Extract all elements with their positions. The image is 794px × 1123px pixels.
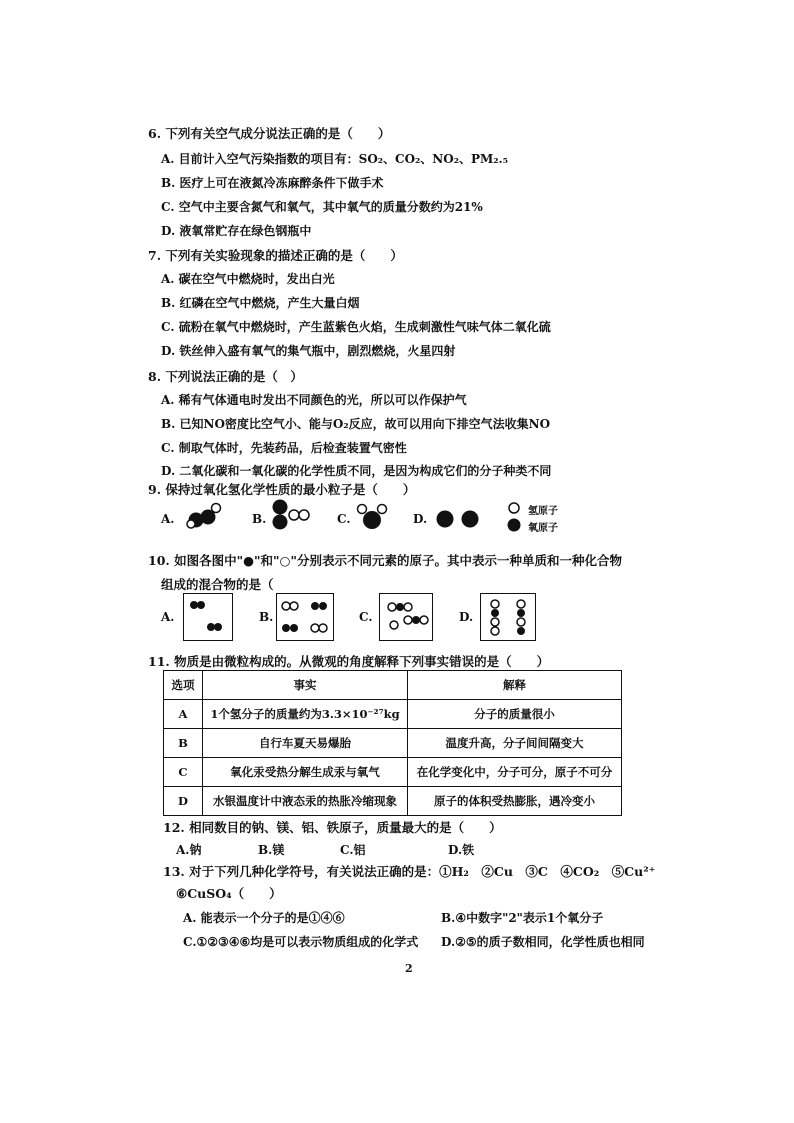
q11-header-option: 选项 <box>164 671 203 700</box>
q11-table <box>163 670 622 816</box>
q11-cell-explanation: 在化学变化中，分子可分，原子不可分 <box>408 758 622 787</box>
q10-box-d <box>480 593 536 641</box>
q8-stem: 8. 下列说法正确的是（ ） <box>148 369 303 384</box>
q8-option-a: A. 稀有气体通电时发出不同颜色的光，所以可以作保护气 <box>161 393 467 407</box>
q11-header-explanation: 解释 <box>408 671 622 700</box>
q13-stem-line2: ⑥CuSO₄（ ） <box>176 886 282 901</box>
q7-option-b: B. 红磷在空气中燃烧，产生大量白烟 <box>161 296 360 310</box>
table-row <box>164 729 622 758</box>
q10-particles-a <box>184 594 232 640</box>
q10-label-a: A. <box>161 610 175 624</box>
q9-molecule-d <box>432 505 480 531</box>
q7-option-c: C. 硫粉在氧气中燃烧时，产生蓝紫色火焰，生成刺激性气味气体二氧化硫 <box>161 320 551 334</box>
q11-cell-explanation: 分子的质量很小 <box>408 700 622 729</box>
q10-box-b <box>276 593 334 641</box>
q10-particles-d <box>481 594 535 640</box>
q9-legend-hydrogen: 氢原子 <box>528 506 558 517</box>
q10-particles-c <box>380 594 432 640</box>
q8-option-b: B. 已知NO密度比空气小、能与O₂反应，故可以用向下排空气法收集NO <box>161 417 551 431</box>
q9-stem: 9. 保持过氧化氢化学性质的最小粒子是（ ） <box>148 482 416 497</box>
q10-label-d: D. <box>459 610 474 624</box>
q9-label-a: A. <box>161 512 175 526</box>
q11-cell-option: C <box>164 758 203 787</box>
q13-option-b: B.④中数字"2"表示1个氧分子 <box>441 911 604 925</box>
table-row <box>164 700 622 729</box>
q10-particles-b <box>277 594 333 640</box>
q12-option-b: B.镁 <box>258 843 285 857</box>
q9-legend-oxygen: 氧原子 <box>528 523 558 534</box>
q7-option-d: D. 铁丝伸入盛有氧气的集气瓶中，剧烈燃烧，火星四射 <box>161 344 456 358</box>
q13-option-c: C.①②③④⑥均是可以表示物质组成的化学式 <box>183 935 419 949</box>
q7-stem: 7. 下列有关实验现象的描述正确的是（ ） <box>148 248 403 263</box>
q12-stem: 12. 相同数目的钠、镁、铝、铁原子，质量最大的是（ ） <box>163 820 502 835</box>
q11-header-fact: 事实 <box>203 671 408 700</box>
q10-box-c <box>379 593 433 641</box>
q11-cell-explanation: 原子的体积受热膨胀，遇冷变小 <box>408 787 622 816</box>
q10-label-c: C. <box>359 610 373 624</box>
q10-box-a <box>183 593 233 641</box>
q11-cell-option: D <box>164 787 203 816</box>
q10-label-b: B. <box>259 610 274 624</box>
q11-cell-option: B <box>164 729 203 758</box>
q12-option-c: C.铝 <box>340 843 366 857</box>
q11-cell-fact: 1个氢分子的质量约为3.3×10⁻²⁷kg <box>203 700 408 729</box>
q11-cell-fact: 水银温度计中液态汞的热胀冷缩现象 <box>203 787 408 816</box>
q11-cell-fact: 氧化汞受热分解生成汞与氧气 <box>203 758 408 787</box>
table-row <box>164 787 622 816</box>
q8-option-c: C. 制取气体时，先装药品，后检查装置气密性 <box>161 441 407 455</box>
q9-molecule-a <box>186 500 226 530</box>
q8-option-d: D. 二氧化碳和一氧化碳的化学性质不同，是因为构成它们的分子种类不同 <box>161 464 552 478</box>
q9-molecule-b <box>268 497 312 533</box>
q9-molecule-c <box>354 500 390 534</box>
q13-option-d: D.②⑤的质子数相同，化学性质也相同 <box>441 935 645 949</box>
q9-label-b: B. <box>252 512 267 526</box>
q12-option-d: D.铁 <box>448 843 475 857</box>
page-number: 2 <box>405 962 413 975</box>
q7-option-a: A. 碳在空气中燃烧时，发出白光 <box>161 272 335 286</box>
q6-stem: 6. 下列有关空气成分说法正确的是（ ） <box>148 126 391 141</box>
q6-option-d: D. 液氧常贮存在绿色钢瓶中 <box>161 224 312 238</box>
q13-option-a: A. 能表示一个分子的是①④⑥ <box>183 911 345 925</box>
q10-stem-line2: 组成的混合物的是（ <box>161 577 274 592</box>
q13-stem-line1: 13. 对于下列几种化学符号，有关说法正确的是：①H₂ ②Cu ③C ④CO₂ ⑤Cu²⁺ <box>163 864 656 879</box>
q11-stem: 11. 物质是由微粒构成的。从微观的角度解释下列事实错误的是（ ） <box>148 654 550 669</box>
q6-option-a: A. 目前计入空气污染指数的项目有：SO₂、CO₂、NO₂、PM₂.₅ <box>161 152 508 166</box>
q6-option-c: C. 空气中主要含氮气和氧气，其中氧气的质量分数约为21% <box>161 200 483 214</box>
q12-option-a: A.钠 <box>176 843 202 857</box>
q11-cell-option: A <box>164 700 203 729</box>
q9-label-d: D. <box>413 512 428 526</box>
q11-table-header <box>164 671 622 700</box>
table-row <box>164 758 622 787</box>
q10-stem-line1: 10. 如图各图中"●"和"○"分别表示不同元素的原子。其中表示一种单质和一种化合物 <box>148 553 622 568</box>
q9-label-c: C. <box>337 512 351 526</box>
q11-cell-explanation: 温度升高，分子间间隔变大 <box>408 729 622 758</box>
q11-cell-fact: 自行车夏天易爆胎 <box>203 729 408 758</box>
q9-legend-markers <box>506 500 522 534</box>
q6-option-b: B. 医疗上可在液氮冷冻麻醉条件下做手术 <box>161 176 384 190</box>
